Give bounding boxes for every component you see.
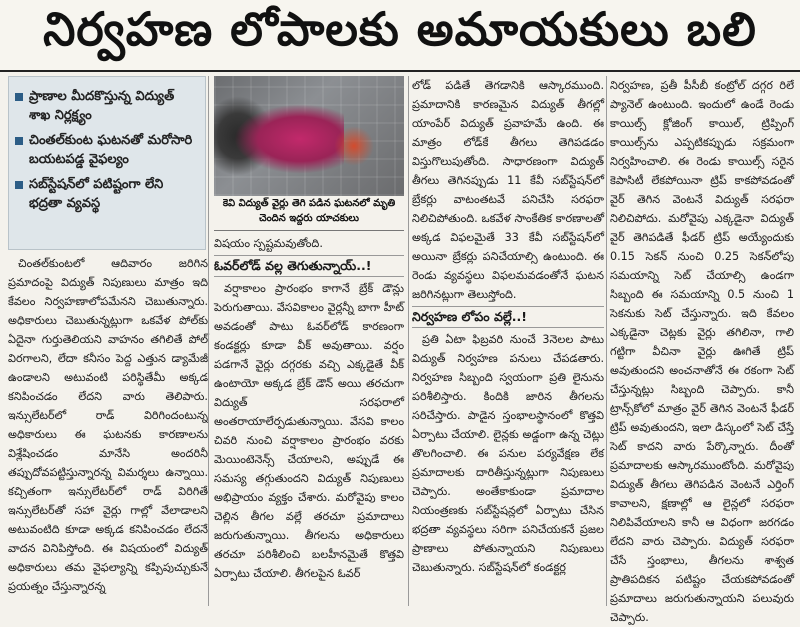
square-bullet-icon <box>15 181 23 189</box>
highlights-box <box>8 76 206 250</box>
highlight-item: ప్రాణాల మీదకొస్తున్న విద్యుత్ శాఖ నిర్లక్ష్యం <box>9 83 205 127</box>
article-column-3 <box>412 76 604 606</box>
news-photo <box>214 76 404 196</box>
headline: నిర్వహణ లోపాలకు అమాయకులు బలి <box>0 0 800 72</box>
column-divider <box>208 76 209 606</box>
article-paragraph: నిర్వహణ, ప్రతీ పీసీబీ కంట్రోల్ దగ్గర రిలే ప్యానెల్ ఉంటుంది. ఇందులో ఉండే రెండు కాయిల్స్ క్లోజింగ్ కాయిల్, ట్రిప్పింగ్ కాయిల్స్‌ను ఎప్పటికప్పుడు సక్రమంగా నిర్వహించాలి. ఈ రెండు కాయిల్స్ సరైన కెపాసిటీ లేకపోయినా ట్రిప్ కాకపోవడంతో వైర్ తెగిన వెంటనే విద్యుత్ సరఫరా నిలిచిపోదు. మరోవైపు ఎక్కడైనా విద్యుత్ వైర్ తెగిపడితే ఫీడర్ ట్రిప్ అయ్యేందుకు 0.15 సెకన్ నుంచి 0.25 సెకన్‌లోపు సమయాన్ని సెట్ చేయాల్సి ఉండగా సిబ్బంది ఈ సమయాన్ని 0.5 నుంచి 1 సెకనుకు సెట్ చేస్తున్నారు. ఇది కేవలం ఎక్కడైనా చెట్లకు వైర్లు తగిలినా, గాలి గట్టిగా వీచినా వైర్లు ఊగితే ట్రిప్ అవుతుందని అంచనాతోనే ఈ రకంగా సెట్ చేస్తున్నట్లు సిబ్బంది చెప్పారు. కానీ ట్రాన్స్‌కోలో మాత్రం వైర్ తెగిన వెంటనే ఫీడర్ ట్రిప్ అవుతుందని, ఇలా డిస్కంలో సెట్ చేస్తే సెట్ కాదని వారు పేర్కొన్నారు. దీంతో ప్రమాదాలకు ఆస్కారముంటోంది. మరోవైపు విద్యుత్ తీగలు తెగిపడిన వెంటనే ఎర్తింగ్ కావాలని, క్షణాల్లో ఆ లైన్లలో సరఫరా నిలిపివేయాలని కానీ ఆ విధంగా జరగడం లేదని వారు చెప్పారు. విద్యుత్ సరఫరా చేసే స్తంభాలు, తీగలను శాశ్వత ప్రాతిపదికన పటిష్టం చేయకపోవడంతో ప్రమాదాలు జరుగుతున్నాయని పలువురు చెప్పారు. <box>610 79 794 624</box>
section-subhead: నిర్వహణ లోపం వల్లే..! <box>412 306 604 328</box>
article-paragraph: వర్షాకాలం ప్రారంభం కాగానే బ్రేక్ డౌన్లు పెరుగుతాయి. వేసవికాలం వైర్లన్నీ బాగా హీట్ అవడంతో పాటు ఓవర్‌లోడ్ కారణంగా కండక్టర్లు కూడా వీక్ అవుతాయి. వర్షం పడగానే వైర్లు దగ్గరకు వచ్చి ఎక్కడైతే వీక్ ఉంటాయో అక్కడ బ్రేక్ డౌన్ అయి తరచుగా విద్యుత్ సరఫరాలో అంతరాయాలేర్పడుతున్నాయి. వేసవి కాలం చివరి నుంచి వర్షాకాలం ప్రారంభం వరకు మెయింటెనెన్స్ చేయాలని, అప్పుడే ఈ సమస్య తగ్గుతుందని విద్యుత్ నిపుణులు అభిప్రాయం వ్యక్తం చేశారు. మరోవైపు కాలం చెల్లిన తీగల వల్లే తరచూ ప్రమాదాలు జరుగుతున్నాయి. తీగలను అధికారులు తరచూ పరిశీలించి బలహీనమైతే కొత్తవి ఏర్పాటు చేయాలి. తీగలపైన ఓవర్ <box>214 282 404 580</box>
square-bullet-icon <box>15 137 23 145</box>
article-paragraph: లోడ్ పడితే తెగడానికి ఆస్కారముంది. ప్రమాదానికి కారణమైన విద్యుత్ తీగల్లో యాంపేర్ విద్యుత్ ప్రవాహమే ఉంది. ఈ మాత్రం లోడ్‌కే తీగలు తెగిపడడం విస్తుగొలుపుతోంది. సాధారణంగా విద్యుత్ తీగలు తెగినప్పుడు 11 కేవీ సబ్‌స్టేషన్‌లో బ్రేకర్లు వాటంతటవే పనిచేసి సరఫరా నిలిచిపోతుంది. ఒకవేళ సాంకేతిక కారణాలతో అక్కడ విఫలమైతే 33 కేవీ సబ్‌స్టేషన్‌లో అయినా బ్రేకర్లు పనిచేయాల్సి ఉంటుంది. ఈ రెండు వ్యవస్థలు విఫలమవడంతోనే ఘటన జరిగినట్లుగా తెలుస్తోంది. <box>412 79 604 301</box>
article-paragraph: ప్రతి ఏటా ఫిబ్రవరి నుంచే 3నెలల పాటు విద్యుత్ నిర్వహణ పనులు చేపడతారు. నిర్వహణ సిబ్బంది స్వయంగా ప్రతి లైనును పరిశీలిస్తారు. కిందికి జారిన తీగలను సరిచేస్తారు. పాడైన స్తంభాలస్థానంలో కొత్తవి ఏర్పాటు చేయాలి. లైన్లకు అడ్డంగా ఉన్న చెట్లు తొలగించాలి. ఈ పనుల పర్యవేక్షణ లేక ప్రమాదాలకు దారితీస్తున్నట్లుగా నిపుణులు చెప్పారు. అంతేకాకుండా ప్రమాదాల నియంత్రణకు సబ్‌స్టేషన్లలో ఏర్పాటు చేసిన భద్రతా వ్యవస్థలు సరిగా పనిచేయకనే ప్రజల ప్రాణాలు పోతున్నాయని నిపుణులు చెబుతున్నారు. సబ్‌స్టేషన్‌లో కండక్టర్ల <box>412 333 604 574</box>
article-paragraph: విషయం స్పష్టమవుతోంది. <box>214 237 323 250</box>
article-column-4 <box>610 76 794 624</box>
column-divider <box>606 76 607 606</box>
column-divider <box>408 76 409 606</box>
section-subhead: ఓవర్‌లోడ్ వల్ల తెగుతున్నాయ్..! <box>214 255 404 277</box>
square-bullet-icon <box>15 93 23 101</box>
highlight-item: సబ్‌స్టేషన్‌లో పటిష్టంగా లేని భద్రతా వ్యవస్థ <box>9 171 205 215</box>
article-column-2 <box>214 234 404 606</box>
article-paragraph: చింతల్‌కుంటలో ఆదివారం జరిగిన ప్రమాదంపై విద్యుత్ నిపుణులు మాత్రం ఇది కేవలం నిర్వహణాలోపమేనని చెబుతున్నారు. అధికారులు చెబుతున్నట్లుగా ఒకవేళ పోల్‌కు ఏదైనా గుర్తుతెలియని వాహనం తగిలితే పోల్ విరగాలని, లేదా కనీసం పెద్ద ఎత్తున డ్యామేజీ ఉండాలని అటువంటి పరిస్థితేమీ అక్కడ కనిపించడం లేదని వారు తెలిపారు. ఇన్సులేటర్‌లో రాడ్ విరిగిందంటున్న అధికారులు ఈ ఘటనకు కారణాలను విశ్లేషించడం మానేసి అందరినీ తప్పుదోవపట్టిస్తున్నారన్న విమర్శలు ఉన్నాయి. కచ్చితంగా ఇన్సులేటర్‌లో రాడ్ విరిగితే ఇన్సులేటర్‌తో సహా వైర్లు గాల్లో వేలాడాలని అటువంటిది కూడా అక్కడ కనిపించడం లేదనే వాదన వినిపిస్తోంది. ఈ విషయంలో విద్యుత్ అధికారులు తమ వైఫల్యాన్ని కప్పిపుచ్చుకునే ప్రయత్నం చేస్తున్నారన్న <box>8 257 208 593</box>
highlight-item: చింతల్‌కుంట ఘటనతో మరోసారి బయటపడ్డ వైఫల్యం <box>9 127 205 171</box>
article-column-1 <box>8 254 208 606</box>
photo-caption: కెవి విద్యుత్ వైర్లు తెగి పడిన ఘటనలో మృతి చెందిన ఇద్దరు యాచకులు <box>214 196 404 231</box>
